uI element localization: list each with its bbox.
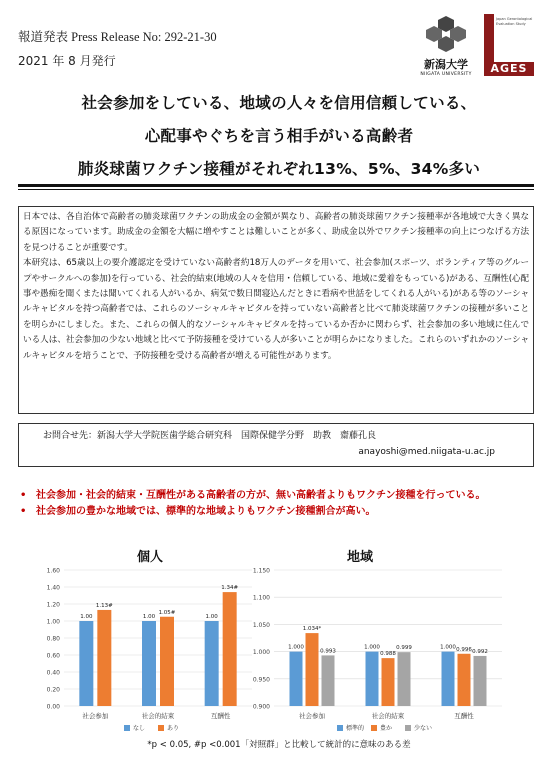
bar-value-label: 1.000 (440, 644, 456, 651)
chart-bar (205, 621, 219, 706)
chart-bar (442, 652, 455, 706)
chart-bar (382, 658, 395, 706)
legend-label: 少ない (414, 725, 433, 732)
highlight-list (20, 489, 540, 521)
y-tick-label: 1.150 (252, 567, 270, 575)
bullet-icon: • (20, 506, 27, 517)
bar-value-label: 0.988 (380, 651, 396, 658)
summary-box (18, 206, 534, 414)
y-tick-label: 0.40 (46, 669, 60, 677)
chart-footnote: *p < 0.05, #p <0.001「対照群」と比較して統計的に意味のある差 (147, 740, 411, 750)
bar-value-label: 0.999 (396, 645, 412, 652)
legend-swatch (124, 725, 130, 731)
legend-swatch (405, 725, 411, 731)
ages-logo (484, 14, 534, 76)
bar-value-label: 1.05# (158, 609, 176, 616)
university-emblem-icon (418, 14, 474, 54)
x-category-label: 互酬性 (454, 712, 474, 720)
y-tick-label: 1.100 (252, 594, 270, 602)
chart-title-individual: 個人 (136, 550, 163, 565)
chart-bar (398, 652, 411, 706)
y-tick-label: 1.050 (252, 621, 270, 629)
ages-small-text: Japan Gerontological Evaluation Study (496, 17, 533, 26)
chart-bar (160, 617, 174, 706)
title-line-3: 肺炎球菌ワクチン接種がそれぞれ13%、5%、34%多い (77, 160, 481, 178)
legend-label: 豊か (380, 725, 393, 732)
y-tick-label: 0.20 (46, 686, 60, 694)
highlight-item: • 社会参加・社会的結束・互酬性がある高齢者の方が、無い高齢者よりもワクチン接種を行っている。 (20, 490, 486, 501)
x-category-label: 社会的結束 (371, 712, 405, 720)
title-line-1: 社会参加をしている、地域の人々を信用信頼している、 (81, 94, 477, 112)
issue-date: 2021 年 8 月発行 (18, 54, 116, 68)
bar-value-label: 1.000 (364, 644, 380, 651)
y-tick-label: 0.00 (46, 703, 60, 711)
bar-value-label: 1.034* (302, 626, 322, 633)
chart-bar (322, 655, 335, 706)
chart-bar (142, 621, 156, 706)
highlight-item: • 社会参加の豊かな地域では、標準的な地域よりもワクチン接種割合が高い。 (20, 506, 376, 517)
chart-bar (79, 621, 93, 706)
university-name-en: NIIGATA UNIVERSITY (420, 72, 472, 77)
y-tick-label: 0.950 (252, 676, 270, 684)
summary-paragraph-1: 日本では、各自治体で高齢者の肺炎球菌ワクチンの助成金の金額が異なり、高齢者の肺炎球菌ワクチン接種率が各地域で大きく異なる原因になっています。助成金の金額を大幅に増やすことは難しいことが多く、助成金以外でワクチン接種率の向上につなげる方法を見つけることが重要です。 (23, 212, 529, 253)
bar-value-label: 0.992 (472, 648, 488, 655)
y-tick-label: 1.00 (46, 618, 60, 626)
bullet-icon: • (20, 490, 27, 501)
chart-bar (290, 652, 303, 706)
legend-label: なし (133, 725, 146, 732)
y-tick-label: 0.80 (46, 635, 60, 643)
title-rule-thick (18, 184, 534, 187)
university-name-jp: 新潟大学 (424, 58, 468, 71)
bar-value-label: 0.993 (320, 648, 336, 655)
title-rule-thin (18, 189, 534, 190)
y-tick-label: 1.20 (46, 601, 60, 609)
chart-bar (366, 652, 379, 706)
bar-value-label: 0.996 (456, 646, 472, 653)
chart-bar (306, 633, 319, 706)
press-release-number: 報道発表 Press Release No: 292-21-30 (18, 30, 217, 44)
x-category-label: 社会参加 (299, 712, 325, 720)
contact-box (18, 423, 534, 467)
bar-value-label: 1.00 (80, 614, 93, 620)
individual-chart (34, 562, 264, 742)
title-line-2: 心配事やぐちを言う相手がいる高齢者 (144, 127, 414, 145)
y-tick-label: 0.900 (252, 703, 270, 711)
y-tick-label: 1.60 (46, 567, 60, 575)
bar-value-label: 1.00 (205, 614, 218, 620)
bar-value-label: 1.34# (221, 585, 239, 592)
x-category-label: 社会的結束 (141, 712, 175, 720)
chart-bar (223, 592, 237, 706)
y-tick-label: 1.40 (46, 584, 60, 592)
contact-email: anayoshi@med.niigata-u.ac.jp (358, 447, 495, 457)
university-logo (418, 14, 474, 76)
x-category-label: 互酬性 (210, 712, 231, 720)
bar-value-label: 1.00 (142, 614, 156, 620)
bar-value-label: 1.000 (288, 644, 304, 651)
legend-swatch (158, 725, 164, 731)
y-tick-label: 1.000 (252, 649, 270, 657)
ages-logo-text: AGES (490, 62, 528, 75)
chart-bar (458, 654, 471, 706)
x-category-label: 社会参加 (82, 712, 109, 720)
legend-swatch (337, 725, 343, 731)
chart-bar (474, 656, 487, 706)
legend-swatch (371, 725, 377, 731)
bar-value-label: 1.13# (95, 602, 113, 609)
contact-line: お問合せ先：新潟大学大学院医歯学総合研究科 国際保健学分野 助教 齋藤孔良 (43, 431, 377, 441)
y-tick-label: 0.60 (46, 652, 60, 660)
legend-label: 標準的 (346, 725, 365, 732)
legend-label: あり (167, 725, 180, 732)
chart-bar (97, 610, 111, 706)
region-chart (236, 562, 516, 742)
chart-title-region: 地域 (346, 550, 373, 565)
summary-paragraph-2: 本研究は、65歳以上の要介護認定を受けていない高齢者約18万人のデータを用いて、社会参加(スポーツ、ボランティア等のグループやサークルへの参加)を行っている、社会的結束(地域の人々を信用・信頼している、地域に愛着をもっている)がある、互酬性(心配事や愚痴を聞くまたは聞いてくれる人がいるか、病気で数日間寝込んだときに看病や世話をしてくれる人がいる)がある等のソーシャルキャピタルを持つ高齢者では、これらのソーシャルキャピタルを持っていない高齢者と比べて肺炎球菌ワクチンの接種が多いことを明らかにしました。また、これらの個人的なソーシャルキャピタルを持っているか否かに関わらず、社会参加の多い地域に住んでいる人は、社会参加の少ない地域と比べて予防接種を受けている人が多いことが明らかになりました。これらのいずれかのソーシャルキャピタルを培うことで、予防接種を受ける高齢者が増える可能性があります。 (23, 258, 529, 361)
